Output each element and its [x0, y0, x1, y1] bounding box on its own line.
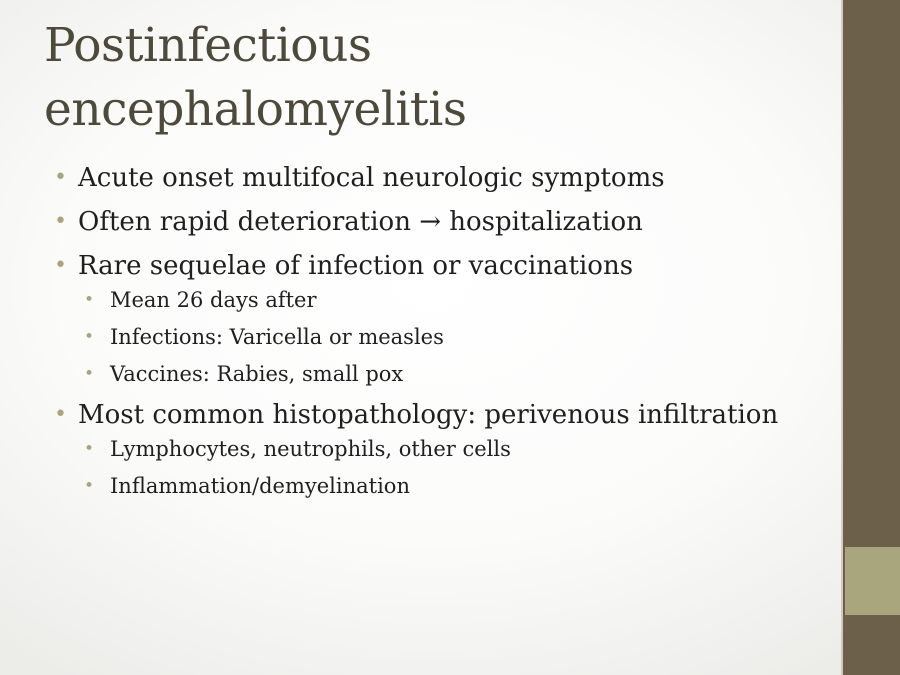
bullet-item: [54, 248, 834, 389]
sub-bullet-text: Lymphocytes, neutrophils, other cells: [110, 437, 511, 461]
bullet-text: Acute onset multifocal neurologic symptoms: [78, 163, 665, 193]
sub-bullet-text: Inflammation/demyelination: [110, 474, 410, 498]
sub-bullet-text: Mean 26 days after: [110, 288, 317, 312]
bullet-icon: •: [54, 402, 67, 427]
sub-bullet-list: [78, 435, 834, 501]
sub-bullet-icon: •: [84, 290, 95, 310]
sub-bullet-list: [78, 286, 834, 389]
sub-bullet-item: [82, 323, 834, 352]
bullet-icon: •: [54, 209, 67, 234]
sub-bullet-text: Vaccines: Rabies, small pox: [110, 362, 404, 386]
bullet-item: [54, 397, 834, 501]
sub-bullet-icon: •: [84, 439, 95, 459]
sub-bullet-item: [82, 286, 834, 315]
bullet-icon: •: [54, 165, 67, 190]
sub-bullet-item: [82, 472, 834, 501]
sub-bullet-item: [82, 435, 834, 464]
bullet-text: Most common histopathology: perivenous infiltration: [78, 400, 779, 430]
slide-title: Postinfectious encephalomyelitis: [44, 18, 467, 137]
bullet-icon: •: [54, 253, 67, 278]
bullet-text: Often rapid deterioration → hospitalization: [78, 207, 643, 237]
bullet-item: [54, 160, 834, 196]
sub-bullet-icon: •: [84, 476, 95, 496]
bullet-list: [54, 160, 834, 509]
sub-bullet-icon: •: [84, 327, 95, 347]
sub-bullet-text: Infections: Varicella or measles: [110, 325, 444, 349]
sub-bullet-icon: •: [84, 364, 95, 384]
decorative-side-accent: [845, 547, 900, 615]
bullet-text: Rare sequelae of infection or vaccinations: [78, 251, 634, 281]
sub-bullet-item: [82, 360, 834, 389]
bullet-item: [54, 204, 834, 240]
